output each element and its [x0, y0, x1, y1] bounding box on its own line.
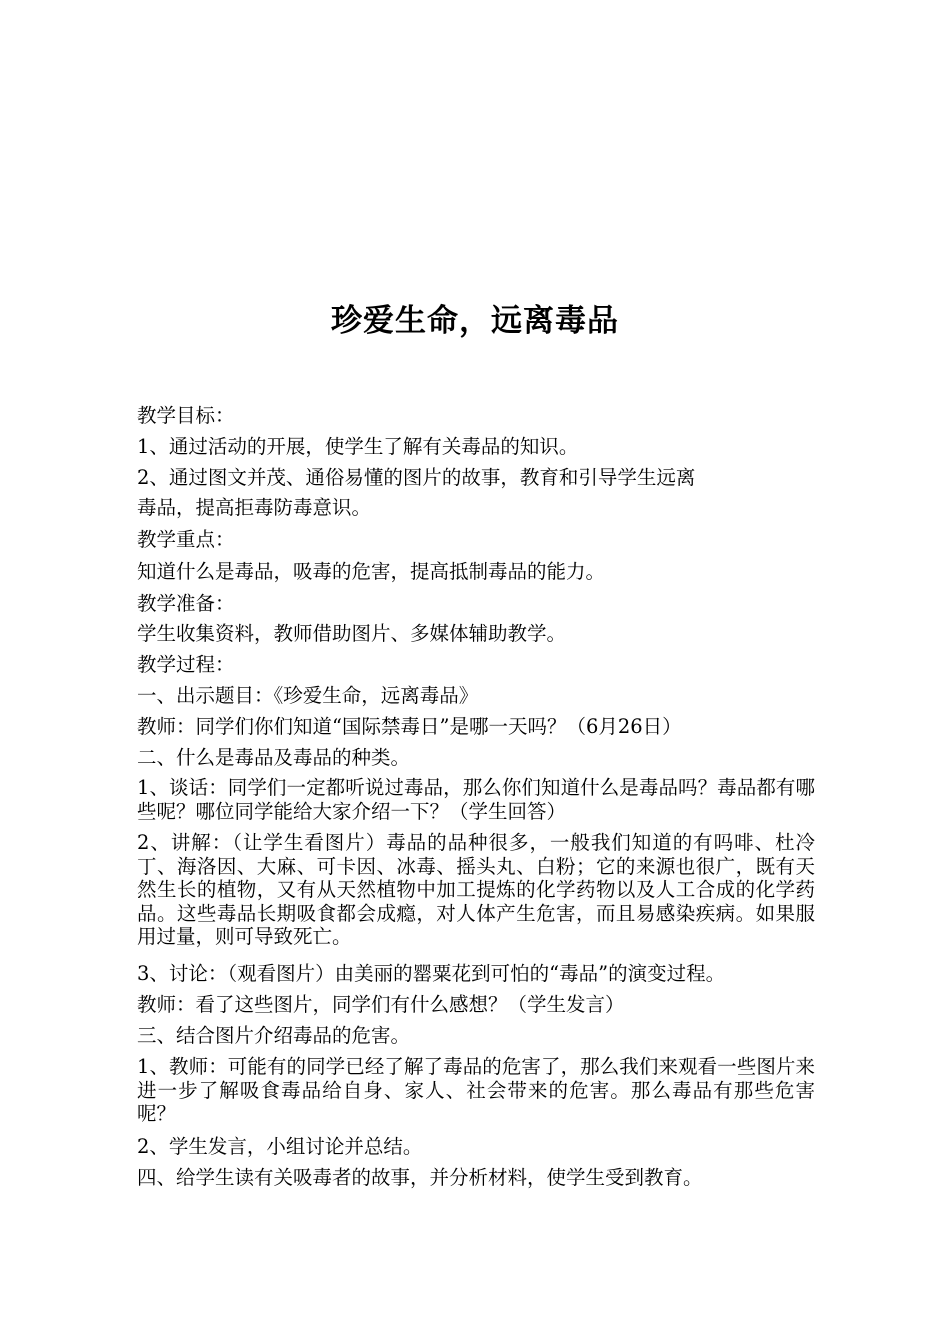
discussion-paragraph: 1、谈话：同学们一定都听说过毒品，那么你们知道什么是毒品吗？毒品都有哪些呢？哪位同学能给大家介绍一下？（学生回答）: [137, 776, 815, 823]
goal-item-2-continued: 毒品，提高拒毒防毒意识。: [137, 496, 372, 519]
section-2-heading: 二、什么是毒品及毒品的种类。: [137, 746, 411, 769]
heading-teaching-goals: 教学目标：: [137, 404, 235, 427]
teacher-reflection-line: 教师：看了这些图片，同学们有什么感想？（学生发言）: [137, 993, 625, 1016]
heading-teaching-prep: 教学准备：: [137, 592, 235, 615]
explanation-paragraph: 2、讲解：（让学生看图片）毒品的品种很多，一般我们知道的有吗啡、杜冷丁、海洛因、大麻、可卡因、冰毒、摇头丸、白粉；它的来源也很广，既有天然生长的植物，又有从天然植物中加工提炼的化学药物以及人工合成的化学药品。这些毒品长期吸食都会成瘾，对人体产生危害，而且易感染疾病。如果服用过量，则可导致死亡。: [137, 831, 815, 948]
heading-teaching-focus: 教学重点：: [137, 528, 235, 551]
section-1-heading: 一、出示题目：《珍爱生命，远离毒品》: [137, 684, 479, 707]
student-summary-line: 2、学生发言，小组讨论并总结。: [137, 1135, 423, 1158]
teaching-prep-text: 学生收集资料，教师借助图片、多媒体辅助教学。: [137, 622, 567, 645]
debate-line: 3、讨论：（观看图片）由美丽的罂粟花到可怕的“毒品”的演变过程。: [137, 962, 726, 985]
heading-teaching-process: 教学过程：: [137, 653, 235, 676]
teaching-focus-text: 知道什么是毒品，吸毒的危害，提高抵制毒品的能力。: [137, 560, 606, 583]
section-4-heading: 四、给学生读有关吸毒者的故事，并分析材料，使学生受到教育。: [137, 1166, 703, 1189]
goal-item-1: 1、通过活动的开展，使学生了解有关毒品的知识。: [137, 435, 579, 458]
section-3-heading: 三、结合图片介绍毒品的危害。: [137, 1024, 411, 1047]
document-title: 珍爱生命，远离毒品: [331, 303, 619, 339]
teacher-question-line: 教师：同学们你们知道“国际禁毒日”是哪一天吗？（6月26日）: [137, 715, 682, 738]
harm-intro-paragraph: 1、教师：可能有的同学已经了解了毒品的危害了，那么我们来观看一些图片来进一步了解吸食毒品给自身、家人、社会带来的危害。那么毒品有那些危害呢？: [137, 1055, 815, 1125]
goal-item-2: 2、通过图文并茂、通俗易懂的图片的故事，教育和引导学生远离: [137, 466, 696, 489]
